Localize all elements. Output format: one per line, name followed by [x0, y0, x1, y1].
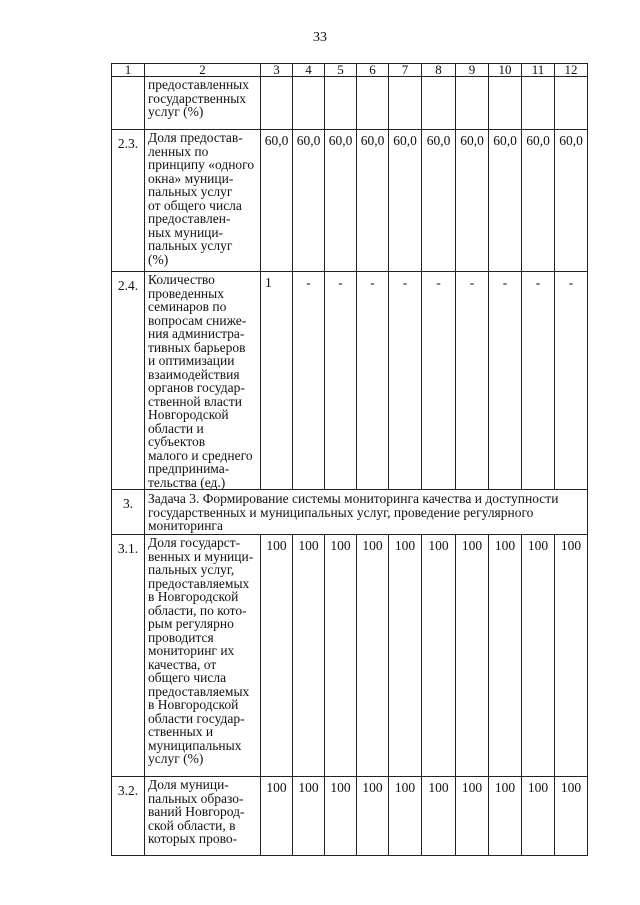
value-cell: 60,0	[522, 130, 555, 272]
header-cell: 8	[422, 64, 456, 77]
header-cell: 7	[389, 64, 422, 77]
header-cell: 2	[145, 64, 261, 77]
value-cell: 60,0	[293, 130, 325, 272]
value-cell	[522, 77, 555, 130]
value-cell	[422, 77, 456, 130]
header-cell: 1	[112, 64, 145, 77]
indicator-name: предоставленных государственных услуг (%)	[145, 77, 261, 130]
value-cell: 60,0	[456, 130, 489, 272]
row-number	[112, 77, 145, 130]
value-cell: 1	[261, 272, 293, 490]
indicator-name: Доля предостав- ленных по принципу «одного окна» муници- пальных услуг от общего числа предоставлен- ных муници- пальных услуг (%)	[145, 130, 261, 272]
value-cell	[261, 77, 293, 130]
task-row	[112, 490, 588, 535]
value-cell: 100	[357, 535, 389, 777]
indicator-table	[111, 63, 588, 856]
value-cell: 100	[293, 777, 325, 856]
value-cell: 100	[456, 535, 489, 777]
value-cell: 100	[389, 535, 422, 777]
value-cell	[325, 77, 357, 130]
value-cell: -	[456, 272, 489, 490]
value-cell: 100	[522, 777, 555, 856]
value-cell: 60,0	[357, 130, 389, 272]
row-number: 2.4.	[112, 272, 145, 490]
value-cell	[293, 77, 325, 130]
table-row	[112, 130, 588, 272]
indicator-name: Доля государст- венных и муници- пальных услуг, предоставляемых в Новгородской области, по кото- рым регулярно проводится мониторинг их качества, от общего числа предоставляемых в Новгородской области государ- ственных и муниципальных услуг (%)	[145, 535, 261, 777]
value-cell: 100	[261, 777, 293, 856]
value-cell: -	[389, 272, 422, 490]
row-number: 3.	[112, 490, 145, 535]
value-cell: 100	[422, 535, 456, 777]
table-row	[112, 777, 588, 856]
value-cell	[357, 77, 389, 130]
header-cell: 12	[555, 64, 588, 77]
value-cell: 60,0	[325, 130, 357, 272]
value-cell: 60,0	[555, 130, 588, 272]
value-cell: -	[422, 272, 456, 490]
value-cell: 100	[555, 777, 588, 856]
value-cell: 100	[389, 777, 422, 856]
value-cell: -	[293, 272, 325, 490]
header-cell: 9	[456, 64, 489, 77]
table-row	[112, 272, 588, 490]
value-cell	[389, 77, 422, 130]
header-cell: 3	[261, 64, 293, 77]
value-cell: -	[325, 272, 357, 490]
page-number: 33	[313, 30, 327, 45]
value-cell: 100	[422, 777, 456, 856]
header-cell: 4	[293, 64, 325, 77]
table-row	[112, 77, 588, 130]
value-cell: 100	[325, 777, 357, 856]
row-number: 3.2.	[112, 777, 145, 856]
value-cell: -	[357, 272, 389, 490]
value-cell	[555, 77, 588, 130]
task-title: Задача 3. Формирование системы мониторинга качества и доступности государственных и муниципальных услуг, проведение регулярного мониторинга	[145, 490, 588, 535]
value-cell: -	[522, 272, 555, 490]
table-row	[112, 535, 588, 777]
header-cell: 11	[522, 64, 555, 77]
value-cell: -	[489, 272, 522, 490]
value-cell: 100	[456, 777, 489, 856]
header-cell: 6	[357, 64, 389, 77]
value-cell: 60,0	[261, 130, 293, 272]
value-cell: 60,0	[422, 130, 456, 272]
value-cell: 100	[293, 535, 325, 777]
value-cell: 60,0	[489, 130, 522, 272]
value-cell: 100	[522, 535, 555, 777]
row-number: 3.1.	[112, 535, 145, 777]
header-cell: 10	[489, 64, 522, 77]
value-cell: 100	[325, 535, 357, 777]
header-cell: 5	[325, 64, 357, 77]
value-cell: 100	[555, 535, 588, 777]
value-cell: 100	[357, 777, 389, 856]
value-cell: 60,0	[389, 130, 422, 272]
value-cell: 100	[261, 535, 293, 777]
value-cell: 100	[489, 535, 522, 777]
value-cell: -	[555, 272, 588, 490]
row-number: 2.3.	[112, 130, 145, 272]
header-row	[112, 64, 588, 77]
indicator-name: Доля муници- пальных образо- ваний Новгород- ской области, в которых прово-	[145, 777, 261, 856]
value-cell	[489, 77, 522, 130]
indicator-name: Количество проведенных семинаров по вопросам сниже- ния администра- тивных барьеров и оптимизации взаимодействия органов государ- ственной власти Новгородской области и субъектов малого и среднего предпринима- тельства (ед.)	[145, 272, 261, 490]
value-cell: 100	[489, 777, 522, 856]
value-cell	[456, 77, 489, 130]
